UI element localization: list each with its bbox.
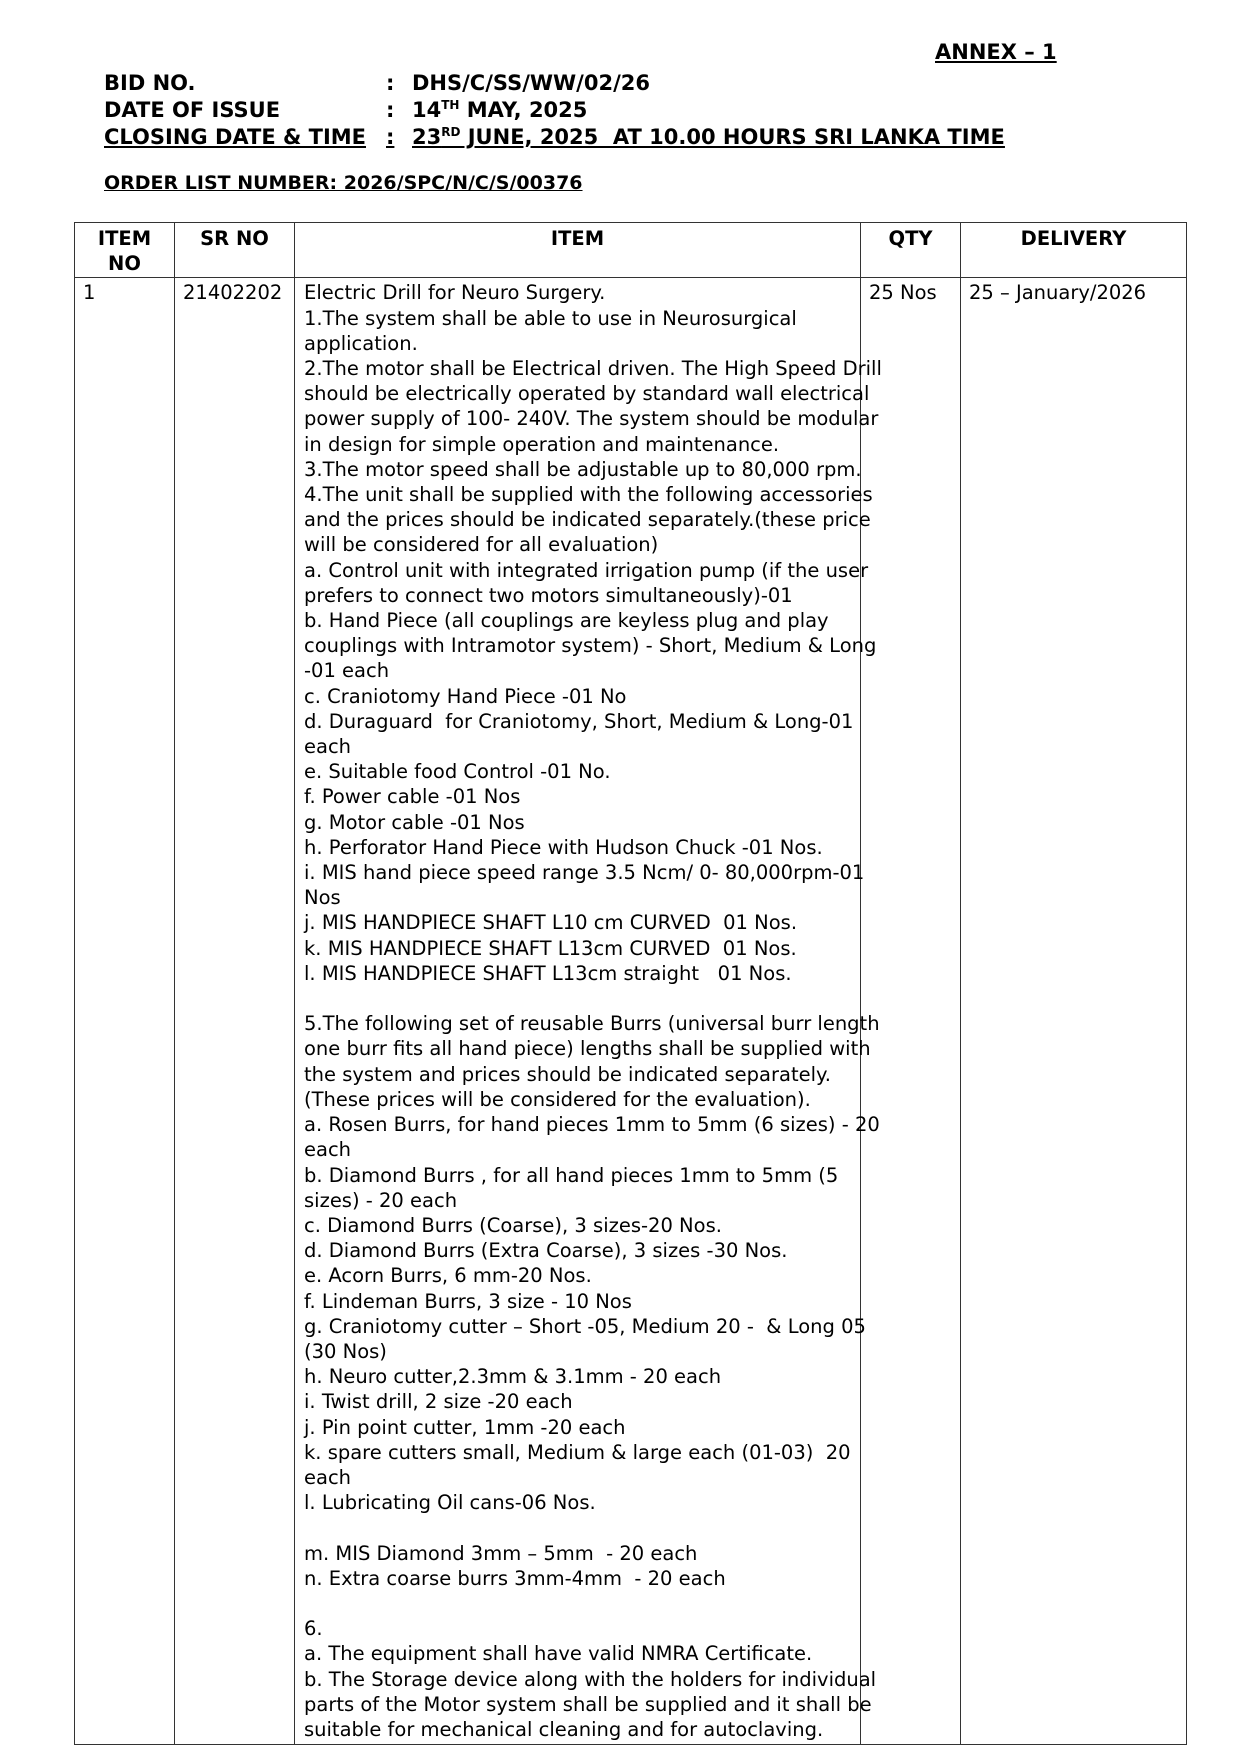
description-line: c. Craniotomy Hand Piece -01 No (304, 684, 627, 708)
blank-line (304, 1591, 854, 1616)
description-line: b. Hand Piece (all couplings are keyless plug and play (304, 609, 829, 633)
description-line: 4.The unit shall be supplied with the following accessories (304, 483, 873, 507)
description-line: should be electrically operated by standard wall electrical (304, 382, 870, 406)
closing-date-label: CLOSING DATE & TIME (104, 125, 366, 149)
description-line: couplings with Intramotor system) - Short, Medium & Long (304, 634, 877, 658)
description-line: b. The Storage device along with the holders for individual (304, 1667, 877, 1691)
header-item-no: ITEM NO (75, 223, 175, 278)
colon: : (386, 98, 395, 122)
description-line: b. Diamond Burrs , for all hand pieces 1mm to 5mm (5 (304, 1163, 839, 1187)
description-line: prefers to connect two motors simultaneously)-01 (304, 583, 793, 607)
bid-number-label: BID NO. (104, 71, 196, 95)
description-line: g. Craniotomy cutter – Short -05, Medium 20 - & Long 05 (304, 1314, 866, 1338)
order-table (74, 222, 1187, 1745)
annex-label: ANNEX – 1 (935, 40, 1057, 64)
header-sr-no: SR NO (175, 223, 295, 278)
colon: : (386, 125, 395, 149)
bid-number-row (104, 70, 650, 97)
description-line: Nos (304, 886, 341, 910)
description-line: a. Rosen Burrs, for hand pieces 1mm to 5mm (6 sizes) - 20 (304, 1113, 880, 1137)
table-header-row (75, 223, 1187, 278)
description-line: g. Motor cable -01 Nos (304, 810, 525, 834)
description-line: suitable for mechanical cleaning and for autoclaving. (304, 1717, 824, 1741)
cell-sr-no: 21402202 (175, 278, 295, 1745)
description-line: 3.The motor speed shall be adjustable up to 80,000 rpm. (304, 457, 862, 481)
description-line: (30 Nos) (304, 1339, 387, 1363)
header-delivery: DELIVERY (961, 223, 1187, 278)
description-line: power supply of 100- 240V. The system should be modular (304, 407, 879, 431)
description-line: each (304, 1465, 352, 1489)
table-row (75, 278, 1187, 1745)
blank-line (304, 1515, 854, 1540)
description-line: j. Pin point cutter, 1mm -20 each (304, 1415, 626, 1439)
description-line: 5.The following set of reusable Burrs (universal burr length (304, 1012, 880, 1036)
date-of-issue-row (104, 97, 587, 124)
order-list-number: ORDER LIST NUMBER: 2026/SPC/N/C/S/00376 (104, 172, 583, 194)
cell-qty: 25 Nos (861, 278, 961, 1745)
description-line: and the prices should be indicated separately.(these price (304, 508, 871, 532)
description-line: a. The equipment shall have valid NMRA Certificate. (304, 1642, 813, 1666)
description-line: l. Lubricating Oil cans-06 Nos. (304, 1491, 596, 1515)
description-line: one burr fits all hand piece) lengths shall be supplied with (304, 1037, 871, 1061)
description-line: d. Duraguard for Craniotomy, Short, Medium & Long-01 (304, 709, 854, 733)
description-line: 6. (304, 1617, 323, 1641)
description-line: each (304, 735, 352, 759)
description-line: h. Neuro cutter,2.3mm & 3.1mm - 20 each (304, 1365, 722, 1389)
cell-delivery: 25 – January/2026 (961, 278, 1187, 1745)
description-line: will be considered for all evaluation) (304, 533, 659, 557)
header-qty: QTY (861, 223, 961, 278)
description-line: application. (304, 331, 418, 355)
colon: : (386, 71, 395, 95)
description-line: 2.The motor shall be Electrical driven. The High Speed Drill (304, 357, 882, 381)
description-line: in design for simple operation and maintenance. (304, 432, 780, 456)
description-line: each (304, 1138, 352, 1162)
cell-item-no: 1 (75, 278, 175, 1745)
description-line: c. Diamond Burrs (Coarse), 3 sizes-20 Nos. (304, 1213, 722, 1237)
description-line: e. Suitable food Control -01 No. (304, 760, 611, 784)
cell-item-description (295, 278, 882, 1745)
description-line: h. Perforator Hand Piece with Hudson Chuck -01 Nos. (304, 835, 823, 859)
description-line: f. Lindeman Burrs, 3 size - 10 Nos (304, 1289, 632, 1313)
description-line: i. MIS hand piece speed range 3.5 Ncm/ 0- 80,000rpm-01 (304, 861, 865, 885)
description-line: n. Extra coarse burrs 3mm-4mm - 20 each (304, 1566, 726, 1590)
closing-date-row (104, 124, 1005, 151)
description-line: a. Control unit with integrated irrigation pump (if the user (304, 558, 869, 582)
description-line: d. Diamond Burrs (Extra Coarse), 3 sizes -30 Nos. (304, 1239, 788, 1263)
description-line: k. spare cutters small, Medium & large each (01-03) 20 (304, 1440, 851, 1464)
description-line: k. MIS HANDPIECE SHAFT L13cm CURVED 01 Nos. (304, 936, 797, 960)
description-line: (These prices will be considered for the evaluation). (304, 1087, 811, 1111)
header-item: ITEM (295, 223, 861, 278)
date-of-issue-value: 14TH MAY, 2025 (412, 98, 588, 122)
description-line: 1.The system shall be able to use in Neurosurgical (304, 306, 797, 330)
description-line: e. Acorn Burrs, 6 mm-20 Nos. (304, 1264, 592, 1288)
description-line: i. Twist drill, 2 size -20 each (304, 1390, 573, 1414)
description-line: the system and prices should be indicated separately. (304, 1062, 831, 1086)
bid-number-value: DHS/C/SS/WW/02/26 (412, 71, 650, 95)
description-line: f. Power cable -01 Nos (304, 785, 521, 809)
description-line: Electric Drill for Neuro Surgery. (304, 281, 606, 305)
blank-line (304, 986, 854, 1011)
description-line: parts of the Motor system shall be supplied and it shall be (304, 1692, 872, 1716)
description-line: l. MIS HANDPIECE SHAFT L13cm straight 01 Nos. (304, 961, 792, 985)
description-line: j. MIS HANDPIECE SHAFT L10 cm CURVED 01 Nos. (304, 911, 798, 935)
description-line: sizes) - 20 each (304, 1188, 458, 1212)
closing-date-value: 23RD JUNE, 2025 AT 10.00 HOURS SRI LANKA TIME (412, 125, 1005, 149)
date-of-issue-label: DATE OF ISSUE (104, 98, 281, 122)
description-line: -01 each (304, 659, 390, 683)
description-line: m. MIS Diamond 3mm – 5mm - 20 each (304, 1541, 698, 1565)
